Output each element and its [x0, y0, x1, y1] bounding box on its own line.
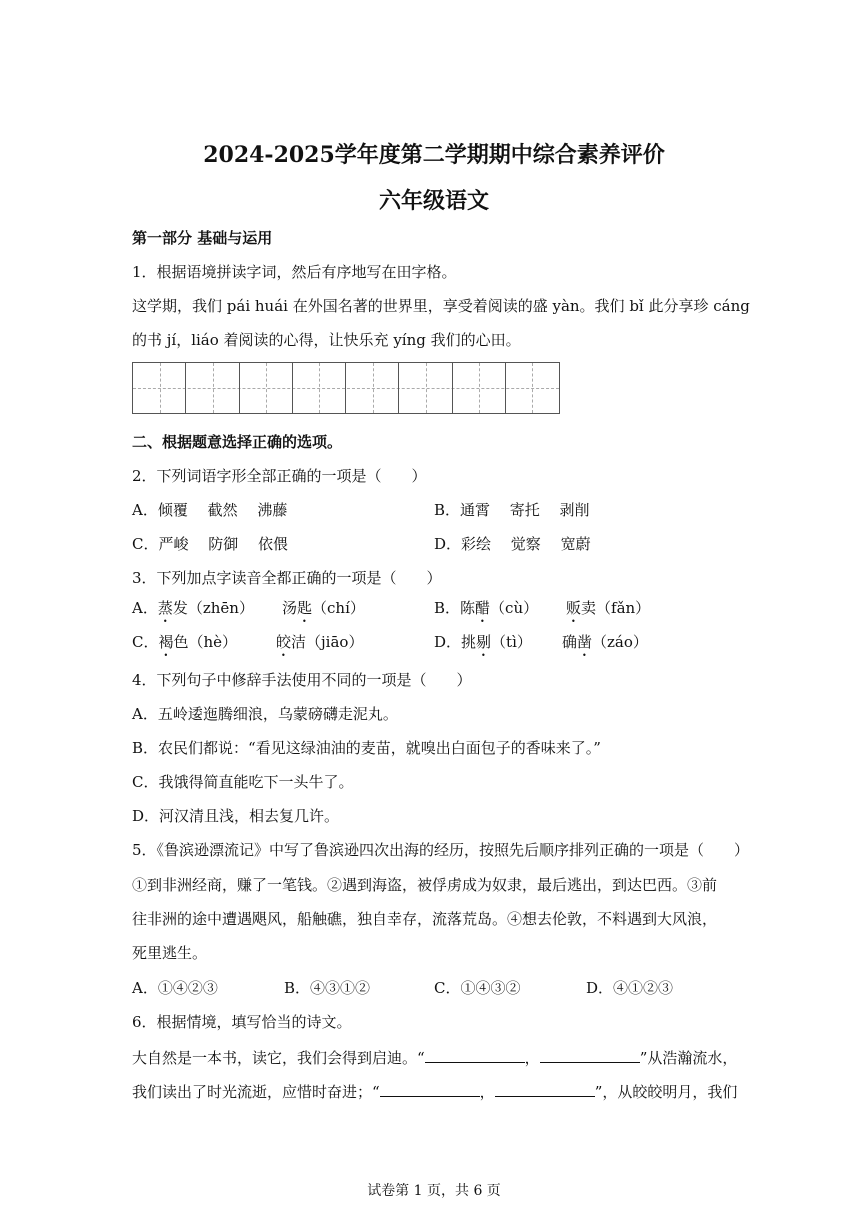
q3-option-a-word2: 汤匙（chí）: [282, 599, 365, 617]
q6-prompt: 6．根据情境，填写恰当的诗文。: [132, 1013, 352, 1031]
q4-option-d[interactable]: D．河汉清且浅，相去复几许。: [132, 807, 340, 825]
exam-title: 2024-2025学年度第二学期期中综合素养评价: [203, 142, 665, 168]
q6-line1: 大自然是一本书，读它，我们会得到启迪。“ ， ”从浩瀚流水，: [132, 1046, 737, 1068]
exam-subtitle: 六年级语文: [378, 188, 489, 214]
grid-mid-vertical: [532, 363, 533, 413]
q2-options-row1: [132, 500, 742, 520]
q4-prompt: 4．下列句子中修辞手法使用不同的一项是（ ）: [132, 671, 472, 689]
q2-option-c[interactable]: C．严峻 防御 依偎: [132, 535, 289, 553]
q3-options-row1: [132, 598, 742, 618]
section2-heading: 二、根据题意选择正确的选项。: [132, 433, 343, 451]
tianzige-box[interactable]: [399, 363, 452, 413]
q1-passage-line1: 这学期，我们 pái huái 在外国名著的世界里，享受着阅读的盛 yàn。我们 bǐ 此分享珍 cáng: [132, 297, 750, 315]
q3-option-c-word1[interactable]: C．褐色（hè）: [132, 633, 238, 651]
q5-option-b[interactable]: B．④③①②: [284, 979, 371, 997]
q6-blank-2[interactable]: [540, 1046, 640, 1063]
q2-option-a[interactable]: A．倾覆 截然 沸藤: [132, 501, 288, 519]
q2-option-b[interactable]: B．通霄 寄托 剥削: [434, 501, 590, 519]
q3-option-d-word1[interactable]: D．挑剔（tì）: [434, 633, 532, 651]
tianzige-box[interactable]: [240, 363, 293, 413]
tianzige-box[interactable]: [133, 363, 186, 413]
q5-text-line2: 往非洲的途中遭遇飓风，船触礁，独自幸存，流落荒岛。④想去伦敦，不料遇到大风浪，: [132, 910, 718, 928]
grid-mid-vertical: [160, 363, 161, 413]
q6-line2: 我们读出了时光流逝，应惜时奋进；“ ， ”，从皎皎明月，我们: [132, 1080, 737, 1102]
q5-text-line1: ①到非洲经商，赚了一笔钱。②遇到海盗，被俘虏成为奴隶，最后逃出，到达巴西。③前: [132, 876, 718, 894]
q3-option-b-word2: 贩卖（fǎn）: [566, 599, 651, 617]
q1-prompt: 1．根据语境拼读字词，然后有序地写在田字格。: [132, 263, 457, 281]
q4-option-a[interactable]: A．五岭逶迤腾细浪，乌蒙磅礴走泥丸。: [132, 705, 398, 723]
grid-mid-vertical: [213, 363, 214, 413]
q6-blank-4[interactable]: [495, 1080, 595, 1097]
tianzige-box[interactable]: [346, 363, 399, 413]
q4-option-c[interactable]: C．我饿得简直能吃下一头牛了。: [132, 773, 354, 791]
q5-option-d[interactable]: D．④①②③: [586, 979, 674, 997]
q2-option-d[interactable]: D．彩绘 觉察 宽蔚: [434, 535, 591, 553]
q3-option-a-word1[interactable]: A．蒸发（zhēn）: [132, 599, 254, 617]
q2-options-row2: [132, 534, 742, 554]
grid-mid-vertical: [319, 363, 320, 413]
part-heading: 第一部分 基础与运用: [132, 229, 273, 247]
q5-option-a[interactable]: A．①④②③: [132, 979, 218, 997]
page-footer: 试卷第 1 页，共 6 页: [367, 1183, 501, 1199]
grid-mid-vertical: [479, 363, 480, 413]
q1-passage-line2: 的书 jí，liáo 着阅读的心得，让快乐充 yíng 我们的心田。: [132, 331, 521, 349]
q5-text-line3: 死里逃生。: [132, 944, 208, 962]
tianzige-box[interactable]: [293, 363, 346, 413]
tianzige-box[interactable]: [453, 363, 506, 413]
q3-option-b-word1[interactable]: B．陈醋（cù）: [434, 599, 539, 617]
q5-options-row: [132, 978, 742, 998]
q6-blank-1[interactable]: [425, 1046, 525, 1063]
q3-option-d-word2: 确凿（záo）: [562, 633, 648, 651]
q2-prompt: 2．下列词语字形全部正确的一项是（ ）: [132, 467, 427, 485]
q3-options-row2: [132, 632, 742, 652]
q4-option-b[interactable]: B．农民们都说：“看见这绿油油的麦苗，就嗅出白面包子的香味来了。”: [132, 739, 601, 757]
q5-prompt: 5．《鲁滨逊漂流记》中写了鲁滨逊四次出海的经历，按照先后顺序排列正确的一项是（ ）: [132, 841, 750, 859]
grid-mid-vertical: [373, 363, 374, 413]
q3-prompt: 3．下列加点字读音全都正确的一项是（ ）: [132, 569, 442, 587]
tianzige-box[interactable]: [506, 363, 559, 413]
q6-blank-3[interactable]: [380, 1080, 480, 1097]
q5-option-c[interactable]: C．①④③②: [434, 979, 521, 997]
grid-mid-vertical: [426, 363, 427, 413]
grid-mid-vertical: [266, 363, 267, 413]
tianzige-box[interactable]: [186, 363, 239, 413]
q3-option-c-word2: 皎洁（jiāo）: [276, 633, 364, 651]
tianzige-grid[interactable]: [132, 362, 560, 414]
